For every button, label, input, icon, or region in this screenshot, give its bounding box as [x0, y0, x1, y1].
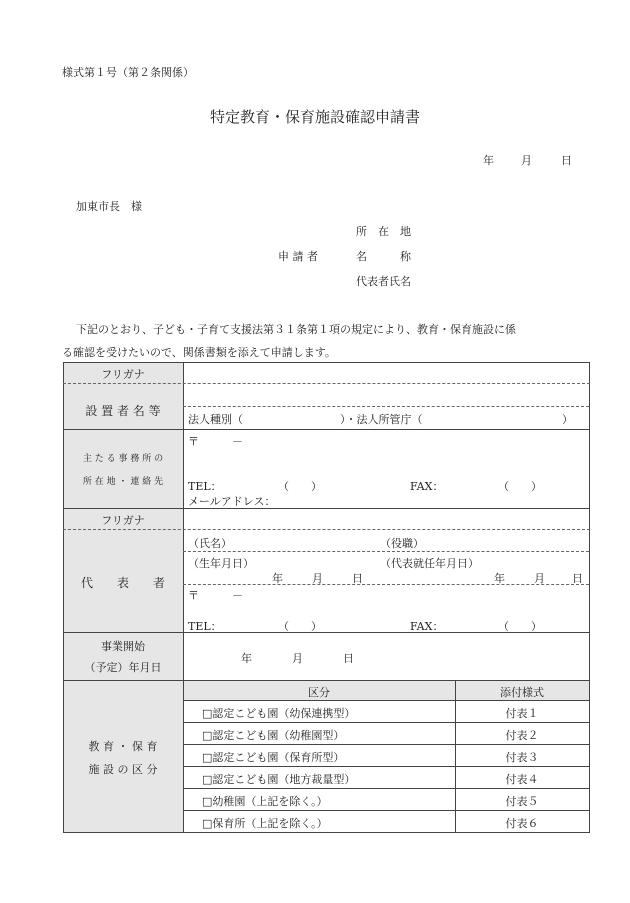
attach-3: 付表３ — [505, 751, 539, 764]
rep-title-label: （役職） — [380, 537, 424, 550]
office-fax-label: FAX： — [410, 480, 444, 493]
furigana2-divider — [63, 529, 590, 530]
corp-type-label: 法人種別（ — [188, 413, 243, 426]
start-label-2: （予定）年月日 — [84, 661, 162, 674]
rep-postal: 〒 － — [188, 589, 243, 602]
furigana-label: フリガナ — [101, 368, 145, 381]
rep-birth-year: 年 — [272, 572, 283, 585]
intro-line-2: る確認を受けたいので、関係書類を添えて申請します。 — [62, 346, 336, 359]
date-year: 年 — [483, 154, 494, 167]
row-divider-2 — [63, 508, 590, 509]
rep-appointed-year: 年 — [494, 572, 505, 585]
attach-4: 付表４ — [505, 773, 539, 786]
attach-header: 添付様式 — [500, 686, 544, 699]
row-divider-4 — [63, 680, 590, 681]
attach-2: 付表２ — [505, 729, 539, 742]
category-1[interactable]: □認定こども園（幼保連携型） — [202, 707, 356, 720]
corp-close-paren: ） — [562, 413, 573, 426]
rep-birth-month: 月 — [312, 572, 323, 585]
start-label-1: 事業開始 — [101, 640, 145, 653]
office-postal: 〒 － — [188, 435, 243, 448]
attach-6: 付表６ — [505, 817, 539, 830]
label-column-divider — [183, 362, 184, 833]
category-4[interactable]: □認定こども園（地方裁量型） — [202, 773, 356, 786]
page-title: 特定教育・保育施設確認申請書 — [210, 108, 421, 126]
office-label-1: 主 た る 事 務 所 の — [82, 454, 164, 464]
start-day: 日 — [343, 652, 354, 665]
furigana2-label: フリガナ — [101, 514, 145, 527]
facility-label-2: 施 設 の 区 分 — [88, 763, 158, 776]
rep-name-label: （氏名） — [188, 537, 232, 550]
category-2[interactable]: □認定こども園（幼稚園型） — [202, 729, 345, 742]
corp-office-label: ）・法人所管庁（ — [340, 413, 423, 426]
rep-appointed-day: 日 — [572, 572, 583, 585]
rep-appointed-label: （代表就任年月日） — [380, 557, 479, 570]
founder-name-label: 設 置 者 名 等 — [85, 404, 161, 418]
office-label-2: 所 在 地 ・ 連 絡 先 — [82, 477, 164, 487]
rep-fax-label: FAX： — [410, 620, 444, 633]
cat-row-line-3 — [183, 766, 589, 767]
category-6[interactable]: □保育所（上記を除く。） — [202, 817, 328, 830]
label-column-shade-lower — [63, 680, 183, 832]
rep-birth-day: 日 — [352, 572, 363, 585]
form-number: 様式第１号（第２条関係） — [62, 66, 194, 79]
table-border-bottom — [63, 832, 590, 833]
cat-row-line-4 — [183, 788, 589, 789]
cat-row-line-0 — [183, 700, 589, 701]
applicant-name-label: 名 称 — [356, 250, 411, 263]
rep-divider-1 — [183, 551, 589, 552]
attach-1: 付表１ — [505, 707, 539, 720]
rep-tel-paren: （ ） — [278, 620, 322, 633]
date-day: 日 — [561, 154, 572, 167]
category-3[interactable]: □認定こども園（保育所型） — [202, 751, 345, 764]
rep-tel-label: TEL： — [188, 620, 222, 633]
applicant-address-label: 所 在 地 — [356, 225, 411, 238]
start-year: 年 — [241, 652, 252, 665]
furigana-divider — [63, 383, 590, 384]
cat-row-line-5 — [183, 810, 589, 811]
rep-divider-2 — [183, 584, 589, 585]
cat-row-line-2 — [183, 744, 589, 745]
office-tel-label: TEL： — [188, 480, 222, 493]
founder-subdivider — [183, 406, 589, 407]
representative-label: 代 表 者 — [80, 576, 165, 590]
cat-row-line-1 — [183, 722, 589, 723]
category-5[interactable]: □幼稚園（上記を除く。） — [202, 795, 328, 808]
date-month: 月 — [521, 154, 532, 167]
start-month: 月 — [292, 652, 303, 665]
facility-label-1: 教 育 ・ 保 育 — [88, 740, 158, 753]
office-tel-paren: （ ） — [278, 480, 322, 493]
office-fax-paren: （ ） — [498, 480, 542, 493]
row-divider-1 — [63, 429, 590, 430]
office-email-label: メールアドレス： — [188, 495, 276, 508]
addressee: 加東市長 様 — [76, 200, 142, 213]
rep-appointed-month: 月 — [534, 572, 545, 585]
table-border-top — [63, 362, 590, 363]
category-header: 区分 — [308, 686, 330, 699]
table-border-right — [589, 362, 590, 833]
applicant-rep-label: 代表者氏名 — [356, 275, 411, 288]
intro-line-1: 下記のとおり、子ども・子育て支援法第３１条第１項の規定により、教育・保育施設に係 — [76, 323, 516, 336]
rep-birth-label: （生年月日） — [188, 557, 254, 570]
applicant-label: 申 請 者 — [278, 250, 318, 263]
attach-5: 付表５ — [505, 795, 539, 808]
rep-fax-paren: （ ） — [498, 620, 542, 633]
